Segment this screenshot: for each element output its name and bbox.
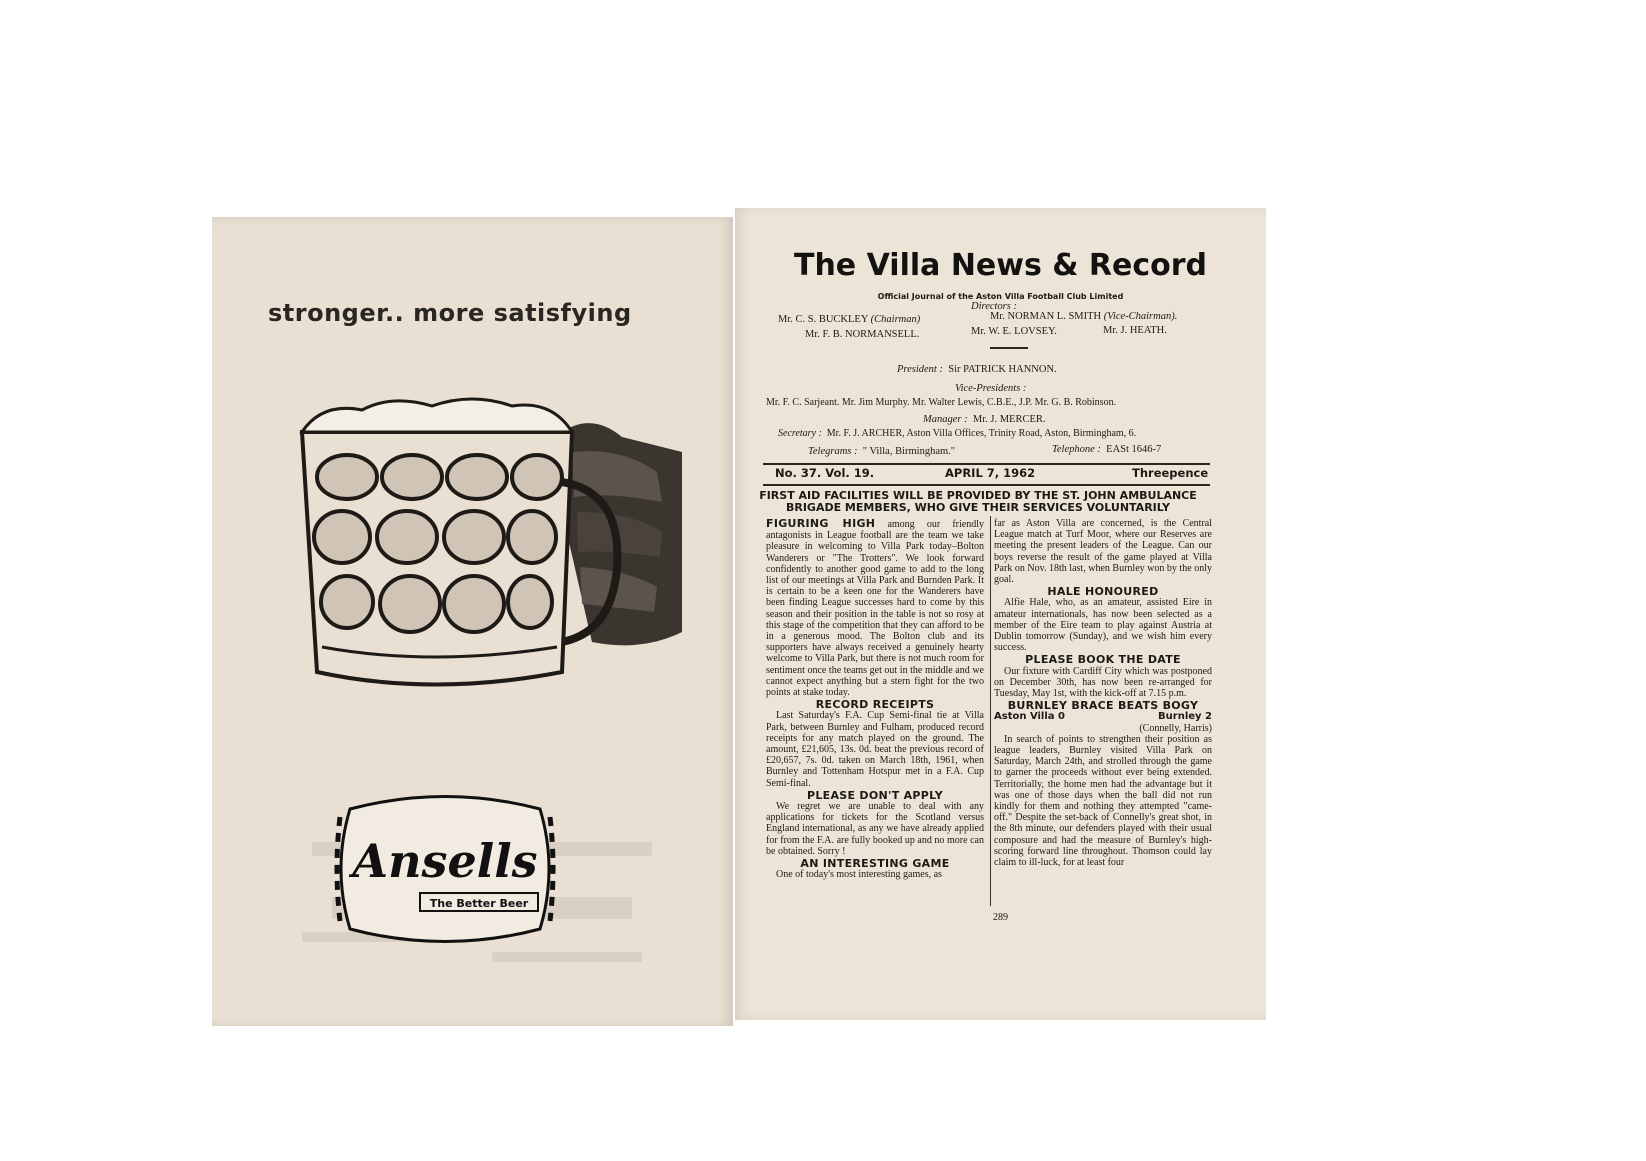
- manager-line: Manager : Mr. J. MERCER.: [923, 414, 1046, 425]
- directors-label: Directors :: [971, 301, 1017, 312]
- page-number: 289: [993, 912, 1008, 923]
- director-lovsey: Mr. W. E. LOVSEY.: [971, 326, 1057, 337]
- journal-page: [735, 208, 1266, 1020]
- president-line: President : Sir PATRICK HANNON.: [897, 364, 1057, 375]
- logo-wordmark: Ansells: [352, 834, 538, 888]
- director-normansell: Mr. F. B. NORMANSELL.: [805, 329, 920, 340]
- ansells-logo: [330, 789, 560, 949]
- hale-honoured-heading: HALE HONOURED: [1047, 585, 1159, 599]
- left-column: [766, 518, 984, 881]
- short-rule: [990, 347, 1028, 349]
- hale-honoured-text: Alfie Hale, who, as an amateur, assisted Eire in amateur internationals, has now been selected as a member of the Eire team to play against Austria at Dublin tomorrow (Sunday), and we wish him every success.: [994, 597, 1212, 654]
- book-date-text: Our fixture with Cardiff City which was postponed on December 30th, has now been re-arranged for Tuesday, May 1st, with the kick-off at 7.15 p.m.: [994, 665, 1212, 700]
- first-aid-notice: FIRST AID FACILITIES WILL BE PROVIDED BY THE ST. JOHN AMBULANCE BRIGADE MEMBERS, WHO GIVE THEIR SERVICES VOLUNTARILY: [759, 489, 1197, 514]
- director-vice-chairman: Mr. NORMAN L. SMITH (Vice-Chairman).: [990, 311, 1178, 322]
- dont-apply-heading: PLEASE DON'T APPLY: [806, 788, 944, 802]
- director-heath: Mr. J. HEATH.: [1103, 325, 1167, 336]
- goal-scorers: (Connelly, Harris): [1139, 722, 1212, 734]
- logo-tagline: The Better Beer: [429, 897, 529, 910]
- right-column: [994, 518, 1212, 868]
- advert-page: [212, 217, 733, 1026]
- journal-subtitle: Official Journal of the Aston Villa Football Club Limited: [877, 292, 1124, 301]
- header-rule: [763, 463, 1210, 465]
- match-score: [994, 711, 1212, 722]
- telegrams-line: Telegrams : " Villa, Birmingham.": [808, 446, 956, 457]
- issue-price: Threepence: [1132, 466, 1209, 480]
- beer-mug-illustration: [262, 392, 682, 712]
- advert-slogan: stronger.. more satisfying: [268, 299, 632, 327]
- vice-presidents-label: Vice-Presidents :: [955, 383, 1027, 394]
- interesting-game-heading: AN INTERESTING GAME: [800, 857, 950, 871]
- figuring-high-article: FIGURING HIGH among our friendly antagonists in League football are the team we take pleasure in welcoming to Villa Park today–Bolton Wanderers or "The Trotters". We look forward confidently to another good game to add to the long list of our meetings at Villa Park and Burnden Park. It is certain to be a keen one for the Wanderers have been finding League successes hard to come by this season and their position in the table is not so rosy at this stage of the competition that they can afford to be in a generous mood. The Bolton club and its supporters have always received a genuinely hearty welcome to Villa Park, but there is not much room for sentiment once the teams get out in the middle and we cannot expect anything but a stern fight for the two points at stake today.: [766, 517, 984, 699]
- column-divider: [990, 516, 991, 906]
- issue-date: APRIL 7, 1962: [945, 466, 1036, 480]
- issue-rule: [763, 484, 1210, 486]
- home-score: Aston Villa 0: [994, 711, 1065, 723]
- interesting-game-text: One of today's most interesting games, as: [776, 869, 942, 881]
- journal-title: The Villa News & Record: [793, 248, 1208, 283]
- away-score: Burnley 2: [1158, 711, 1212, 723]
- interesting-game-continued: far as Aston Villa are concerned, is the Central League match at Turf Moor, where our Reserves are meeting the present leaders of the League. Can our boys reverse the result of the game played at Villa Park on Nov. 18th last, when Burnley won by the only goal.: [994, 518, 1212, 586]
- issue-number: No. 37. Vol. 19.: [775, 466, 875, 480]
- telephone-line: Telephone : EASt 1646-7: [1052, 444, 1162, 455]
- programme-spread: [212, 208, 1267, 1026]
- book-date-heading: PLEASE BOOK THE DATE: [1025, 653, 1181, 667]
- burnley-report-text: In search of points to strengthen their position as league leaders, Burnley visited Villa Park on Saturday, March 24th, and strolled through the game to garner the proceeds without ever being extended. Territorially, the home men had the advantage but it was one of those days when the ball did not run kindly for them and nothing they attempted "came-off." Despite the set-back of Connelly's great shot, in the 8th minute, our defenders played with their usual composure and had the measure of Burnley's high-scoring forward line throughout. Thomson could lay claim to ill-luck, for at least four: [994, 733, 1212, 869]
- burnley-heading: BURNLEY BRACE BEATS BOGY: [1007, 699, 1199, 713]
- vice-presidents-list: Mr. F. C. Sarjeant. Mr. Jim Murphy. Mr. Walter Lewis, C.B.E., J.P. Mr. G. B. Robinson.: [766, 397, 1117, 408]
- dont-apply-text: We regret we are unable to deal with any applications for tickets for the Scotland versus England international, as any we have already applied for from the F.A. are fully booked up and no more can be obtained. Sorry !: [766, 801, 984, 857]
- record-receipts-heading: RECORD RECEIPTS: [815, 698, 935, 712]
- secretary-line: Secretary : Mr. F. J. ARCHER, Aston Villa Offices, Trinity Road, Aston, Birmingham, 6.: [778, 428, 1137, 439]
- record-receipts-text: Last Saturday's F.A. Cup Semi-final tie at Villa Park, between Burnley and Fulham, produced record receipts for any match played on the ground. The amount, £21,605, 13s. 0d. beat the previous record of £20,657, 7s. 0d. taken on March 18th, 1961, when Burnley and Tottenham Hotspur met in a F.A. Cup Semi-final.: [766, 710, 984, 789]
- director-chairman: Mr. C. S. BUCKLEY (Chairman): [778, 314, 921, 325]
